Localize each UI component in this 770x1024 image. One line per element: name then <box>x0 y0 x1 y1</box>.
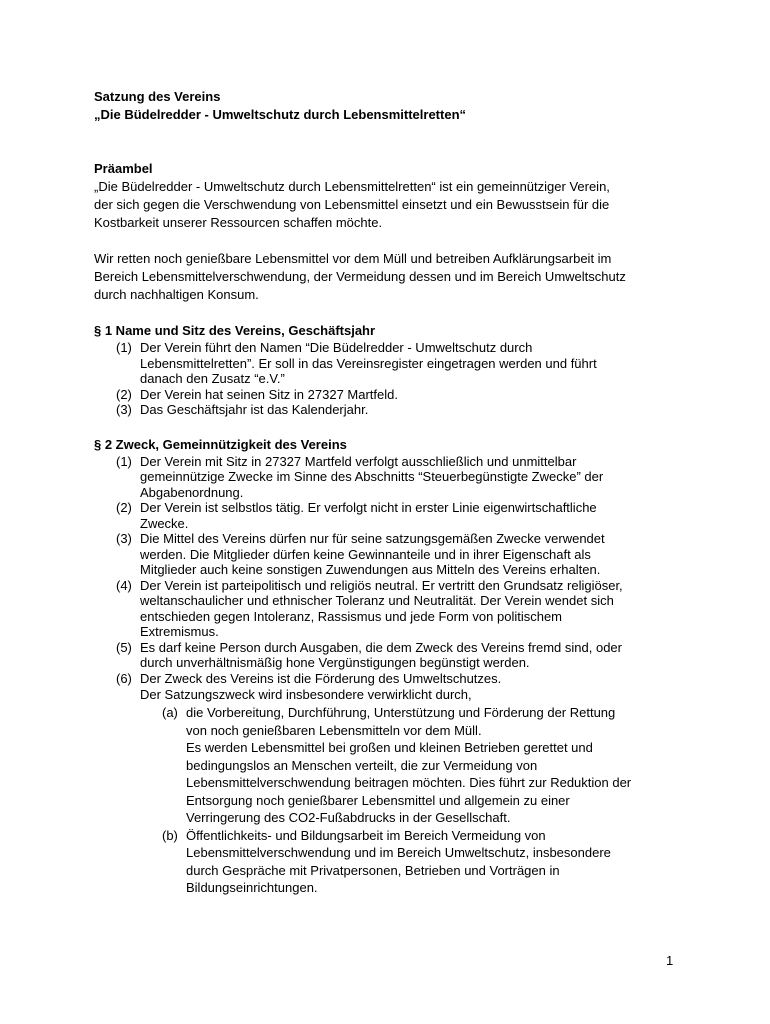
text-line: Bereich Lebensmittelverschwendung, der Vermeidung dessen und im Bereich Umweltschutz <box>94 269 626 284</box>
list-item <box>94 640 684 671</box>
text-line: Öffentlichkeits- und Bildungsarbeit im Bereich Vermeidung von <box>186 827 546 843</box>
text-line: Abgabenordnung. <box>140 484 244 500</box>
text-line: Verringerung des CO2-Fußabdrucks in der Gesellschaft. <box>186 810 511 825</box>
text-line: Es werden Lebensmittel bei großen und kleinen Betrieben gerettet und <box>186 740 593 755</box>
section-1-heading: § 1 Name und Sitz des Vereins, Geschäftsjahr <box>94 323 376 338</box>
sub-list-item-letter: (a) <box>162 705 178 720</box>
text-line: Der Verein ist selbstlos tätig. Er verfolgt nicht in erster Linie eigenwirtschaftliche <box>140 500 597 515</box>
text-line: „Die Büdelredder - Umweltschutz durch Lebensmittelretten“ ist ein gemeinnütziger Verein, <box>94 179 610 194</box>
preamble-heading: Präambel <box>94 161 153 176</box>
list-item-number: (1) <box>116 453 132 469</box>
text-line: Bildungseinrichtungen. <box>186 880 318 895</box>
text-line: Zwecke. <box>140 515 189 531</box>
text-line: danach den Zusatz “e.V.” <box>140 371 285 386</box>
text-line: von noch genießbaren Lebensmitteln vor dem Müll. <box>186 722 482 738</box>
section-2-heading: § 2 Zweck, Gemeinnützigkeit des Vereins <box>94 436 347 452</box>
text-line: Der Verein hat seinen Sitz in 27327 Martfeld. <box>140 386 398 402</box>
list-item <box>94 671 684 687</box>
text-line: Der Verein führt den Namen “Die Büdelredder - Umweltschutz durch <box>140 340 533 355</box>
text-line: Lebensmittelverschwendung und im Bereich Umweltschutz, insbesondere <box>186 845 611 860</box>
text-line: entschieden gegen Intoleranz, Rassismus und jede Form von politischem <box>140 608 563 624</box>
text-line: Das Geschäftsjahr ist das Kalenderjahr. <box>140 402 369 417</box>
sub-list-item-letter: (b) <box>162 827 178 843</box>
list-item <box>94 340 684 387</box>
document-body <box>94 88 684 897</box>
text-line: Der Verein mit Sitz in 27327 Martfeld verfolgt ausschließlich und unmittelbar <box>140 453 577 469</box>
text-line: Der Verein ist parteipolitisch und religiös neutral. Er vertritt den Grundsatz religiöser, <box>140 577 623 593</box>
text-line: Der Satzungszweck wird insbesondere verwirklicht durch, <box>140 687 472 702</box>
text-line: durch Gespräche mit Privatpersonen, Betrieben und Vorträgen in <box>186 862 560 878</box>
list-item-number: (5) <box>116 639 132 655</box>
sub-list-item <box>94 827 684 897</box>
text-line: die Vorbereitung, Durchführung, Unterstützung und Förderung der Rettung <box>186 705 616 720</box>
text-line: Wir retten noch genießbare Lebensmittel vor dem Müll und betreiben Aufklärungsarbeit im <box>94 251 612 266</box>
text-line: werden. Die Mitglieder dürfen keine Gewinnanteile und in ihrer Eigenschaft als <box>140 546 591 562</box>
text-line: Lebensmittelretten”. Er soll in das Vereinsregister eingetragen werden und führt <box>140 355 597 371</box>
text-line: gemeinnützige Zwecke im Sinne des Abschnitts “Steuerbegünstigte Zwecke” der <box>140 469 604 484</box>
document-title-line-1: Satzung des Vereins <box>94 89 221 104</box>
list-item-number: (3) <box>116 402 132 417</box>
text-line: durch unverhältnismäßig hone Vergünstigungen begünstigt werden. <box>140 655 530 670</box>
text-line: bedingungslos an Menschen verteilt, die zur Vermeidung von <box>186 757 538 773</box>
list-item <box>94 500 684 531</box>
list-item <box>94 454 684 501</box>
preamble-paragraph-2 <box>94 250 684 304</box>
list-item-number: (2) <box>116 386 132 402</box>
text-line: Der Zweck des Vereins ist die Förderung des Umweltschutzes. <box>140 670 502 686</box>
text-line: weltanschaulicher und ethnischer Toleranz und Neutralität. Der Verein wendet sich <box>140 593 614 608</box>
list-item <box>94 387 684 403</box>
text-line: durch nachhaltigen Konsum. <box>94 287 259 302</box>
text-line: der sich gegen die Verschwendung von Lebensmittel einsetzt und ein Bewusstsein für die <box>94 197 610 212</box>
list-item <box>94 531 684 578</box>
section-2-list <box>94 454 684 687</box>
list-item-number: (3) <box>116 531 132 546</box>
preamble-paragraph-1 <box>94 178 684 232</box>
sub-list-item <box>94 704 684 827</box>
list-item-number: (4) <box>116 577 132 593</box>
purpose-intro <box>94 686 684 704</box>
list-item-number: (2) <box>116 500 132 515</box>
text-line: Die Mittel des Vereins dürfen nur für seine satzungsgemäßen Zwecke verwendet <box>140 531 605 546</box>
text-line: Es darf keine Person durch Ausgaben, die dem Zweck des Vereins fremd sind, oder <box>140 639 622 655</box>
page-number: 1 <box>666 953 674 968</box>
text-line: Lebensmittelverschwendung beitragen möchten. Dies führt zur Reduktion der <box>186 775 632 790</box>
list-item-number: (6) <box>116 670 132 686</box>
section-1-list <box>94 340 684 418</box>
text-line: Entsorgung noch genießbarer Lebensmittel und allgemein zu einer <box>186 792 570 808</box>
list-item-number: (1) <box>116 340 132 355</box>
list-item <box>94 402 684 418</box>
text-line: Kostbarkeit unserer Ressourcen schaffen möchte. <box>94 215 383 230</box>
text-line: Mitglieder auch keine sonstigen Zuwendungen aus Mitteln des Vereins erhalten. <box>140 562 601 577</box>
purpose-sublist <box>94 704 684 897</box>
document-title-line-2: „Die Büdelredder - Umweltschutz durch Lebensmittelretten“ <box>94 107 467 122</box>
list-item <box>94 578 684 640</box>
text-line: Extremismus. <box>140 624 219 639</box>
